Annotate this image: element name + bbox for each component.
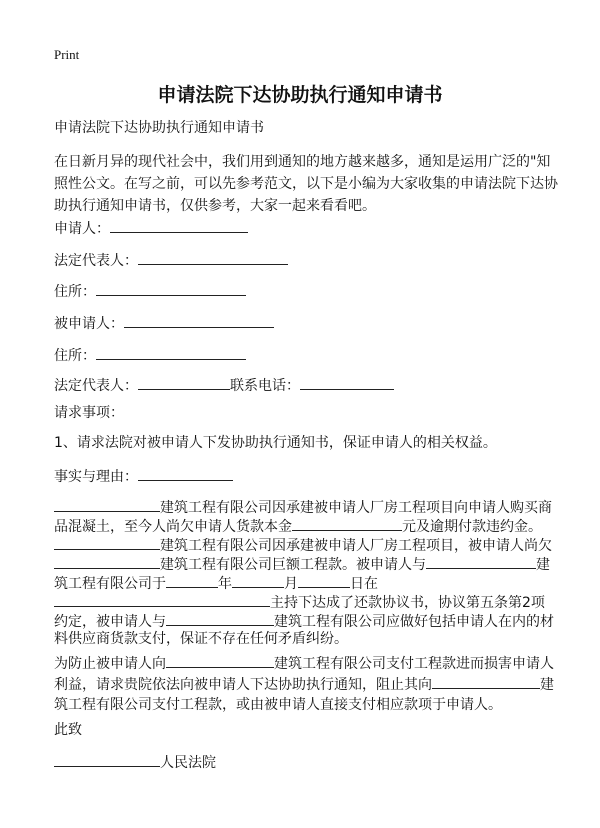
legal-rep-field xyxy=(54,250,288,269)
text: 建筑工程有限公司应做好包括申请人在内的材 xyxy=(274,614,554,630)
blank[interactable] xyxy=(432,674,540,689)
facts-heading: 事实与理由： xyxy=(54,469,138,485)
facts-line xyxy=(54,573,378,592)
text: 建 xyxy=(536,557,550,573)
print-label: Print xyxy=(54,47,80,62)
text: 利益，请求贵院依法向被申请人下达协助执行通知，阻止其向 xyxy=(54,677,432,693)
applicant-blank[interactable] xyxy=(110,218,248,233)
phone-label: 联系电话： xyxy=(230,378,300,394)
document-title: 申请法院下达协助执行通知申请书 xyxy=(157,84,443,106)
year-blank[interactable] xyxy=(166,573,218,588)
prevent-line: 筑工程有限公司支付工程款，或由被申请人直接支付相应款项于申请人。 xyxy=(54,697,502,713)
text: 建筑工程有限公司因承建被申请人厂房工程项目向申请人购买商 xyxy=(160,500,552,516)
text: 主持下达成了还款协议书，协议第五条第2项 xyxy=(270,595,545,611)
text: 品混凝土，至今人尚欠申请人货款本金 xyxy=(54,519,292,535)
phone-blank[interactable] xyxy=(300,375,394,390)
court-line xyxy=(54,752,216,771)
intro-line: 在日新月异的现代社会中，我们用到通知的地方越来越多，通知是运用广泛的"知 xyxy=(54,154,551,170)
legal-rep2-label: 法定代表人： xyxy=(54,378,138,394)
blank[interactable] xyxy=(426,554,536,569)
text: 元及逾期付款违约金。 xyxy=(402,519,542,535)
text: 月 xyxy=(284,576,298,592)
blank[interactable] xyxy=(54,497,160,512)
legal-rep-blank[interactable] xyxy=(138,250,288,265)
day-blank[interactable] xyxy=(298,573,350,588)
text: 建筑工程有限公司因承建被申请人厂房工程项目，被申请人尚欠 xyxy=(160,538,552,554)
facts-line xyxy=(54,516,542,535)
applicant-label: 申请人： xyxy=(54,221,110,237)
address2-field xyxy=(54,345,246,364)
request-heading: 请求事项： xyxy=(54,405,124,421)
address-field xyxy=(54,281,246,300)
court-label: 人民法院 xyxy=(160,755,216,771)
month-blank[interactable] xyxy=(232,573,284,588)
facts-line xyxy=(54,535,552,554)
blank[interactable] xyxy=(54,592,270,607)
blank[interactable] xyxy=(54,535,160,550)
text: 日在 xyxy=(350,576,378,592)
text: 筑工程有限公司于 xyxy=(54,576,166,592)
facts-field xyxy=(54,466,233,485)
facts-line xyxy=(54,592,545,611)
text: 为防止被申请人向 xyxy=(54,656,166,672)
respondent-blank[interactable] xyxy=(124,313,274,328)
prevent-line xyxy=(54,653,554,672)
request-item-1: 1、请求法院对被申请人下发协助执行通知书，保证申请人的相关权益。 xyxy=(54,435,497,451)
address2-label: 住所： xyxy=(54,348,96,364)
address-label: 住所： xyxy=(54,284,96,300)
text: 约定，被申请人与 xyxy=(54,614,166,630)
blank[interactable] xyxy=(166,653,274,668)
intro-line: 照性公文。在写之前，可以先参考范文，以下是小编为大家收集的申请法院下达协 xyxy=(54,176,558,192)
text: 建筑工程有限公司巨额工程款。被申请人与 xyxy=(160,557,426,573)
blank[interactable] xyxy=(54,554,160,569)
applicant-field xyxy=(54,218,248,237)
prevent-line xyxy=(54,674,554,693)
legal-rep-label: 法定代表人： xyxy=(54,253,138,269)
facts-line xyxy=(54,497,552,516)
closing: 此致 xyxy=(54,722,82,738)
facts-blank[interactable] xyxy=(138,466,233,481)
text: 建筑工程有限公司支付工程款进而损害申请人 xyxy=(274,656,554,672)
facts-line xyxy=(54,554,550,573)
legal-rep2-blank[interactable] xyxy=(138,375,230,390)
respondent-label: 被申请人： xyxy=(54,316,124,332)
address2-blank[interactable] xyxy=(96,345,246,360)
address-blank[interactable] xyxy=(96,281,246,296)
subtitle: 申请法院下达协助执行通知申请书 xyxy=(54,120,264,136)
intro-line: 助执行通知申请书，仅供参考，大家一起来看看吧。 xyxy=(54,198,376,214)
text: 建 xyxy=(540,677,554,693)
text: 年 xyxy=(218,576,232,592)
blank[interactable] xyxy=(166,611,274,626)
legal-rep2-field xyxy=(54,375,394,394)
blank[interactable] xyxy=(292,516,402,531)
court-blank[interactable] xyxy=(54,752,160,767)
respondent-field xyxy=(54,313,274,332)
facts-line xyxy=(54,611,554,630)
facts-line: 料供应商货款支付，保证不存在任何矛盾纠纷。 xyxy=(54,631,348,647)
